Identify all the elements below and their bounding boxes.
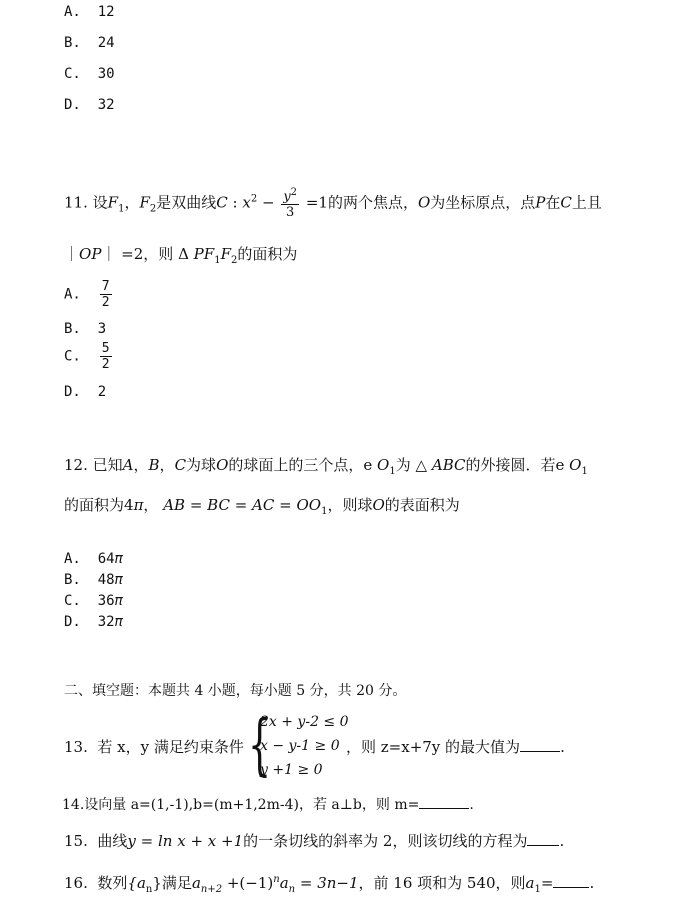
math-var: PF — [193, 245, 215, 263]
stem-text: ｜ =2，则 — [101, 245, 174, 263]
math-var: OP — [79, 245, 102, 263]
stem-text: 满足 — [161, 874, 192, 892]
math-sup: 2 — [250, 193, 258, 205]
math-sub: 1 — [118, 203, 125, 215]
option-text: 64 — [97, 551, 115, 567]
math-var: B — [148, 456, 160, 474]
math-var: y — [283, 189, 291, 205]
stem-text: ，前 16 项和为 540，则 — [358, 874, 526, 892]
fraction-numerator: 5 — [101, 341, 110, 356]
q13-stem-suffix — [346, 736, 565, 757]
option-text: 24 — [97, 35, 115, 51]
math-sup: 2 — [290, 187, 298, 198]
math-var: O — [216, 456, 229, 474]
math-sub: 1 — [581, 466, 588, 477]
fraction — [281, 188, 299, 219]
q11-stem-line1 — [64, 188, 602, 219]
triangle-symbol: △ — [415, 456, 428, 474]
math-op: : — [227, 193, 243, 212]
math-var: C — [560, 193, 572, 212]
stem-text: 14.设向量 a=(1,-1),b=(m+1,2m-4)，若 a⊥b，则 m= — [62, 797, 420, 813]
math-sub: 1 — [321, 506, 328, 517]
math-op: − — [257, 193, 280, 212]
math-var: O — [417, 193, 431, 212]
stem-text: 的一条切线的斜率为 2，则该切线的方程为 — [243, 832, 528, 850]
math-op: } — [152, 874, 162, 892]
stem-text: 的外接圆．若e — [465, 456, 565, 474]
option-text: 36 — [97, 593, 115, 609]
question-number: 13. — [64, 738, 88, 756]
answer-blank[interactable] — [527, 844, 559, 846]
stem-text: 的面积为 — [64, 496, 125, 514]
math-var: ABC — [431, 456, 466, 474]
option-letter: B. — [64, 321, 81, 337]
stem-text: . — [589, 874, 595, 892]
left-brace: { — [248, 706, 272, 783]
question-number: 15. — [64, 832, 88, 850]
math-var: π — [114, 593, 124, 609]
math-var: π — [114, 551, 124, 567]
question-number: 12. — [64, 456, 88, 474]
math-expr: AB = BC = AC = OO — [163, 496, 322, 514]
stem-text: 为 — [395, 456, 411, 474]
question-number: 11. — [64, 193, 88, 212]
q10-option-d — [64, 97, 115, 113]
option-letter: D. — [64, 97, 81, 113]
q14-stem — [62, 794, 474, 814]
q10-option-b — [64, 35, 115, 51]
section-heading: 二、填空题：本题共 4 小题，每小题 5 分，共 20 分。 — [64, 683, 407, 699]
stem-text: 的面积为 — [237, 245, 298, 263]
stem-text: ，则 z=x+7y 的最大值为 — [346, 738, 521, 756]
math-var: a — [279, 874, 289, 892]
stem-text: ｜ — [64, 245, 80, 263]
answer-blank[interactable] — [419, 807, 469, 809]
math-var: A — [122, 456, 134, 474]
q11-option-a — [64, 280, 114, 309]
stem-text: 是双曲线 — [156, 193, 217, 212]
stem-text: 已知 — [92, 456, 123, 474]
stem-text: . — [559, 832, 565, 850]
q13-stem-prefix — [64, 736, 244, 757]
math-var: C — [216, 193, 228, 212]
stem-text: ，则球 — [327, 496, 373, 514]
math-sub: 1 — [389, 466, 396, 477]
stem-text: 设 — [92, 193, 108, 212]
answer-blank[interactable] — [553, 886, 589, 888]
math-var: a — [191, 874, 201, 892]
option-letter: B. — [64, 572, 81, 588]
fraction — [100, 280, 112, 309]
stem-text: . — [560, 738, 565, 756]
fraction-denominator: 3 — [286, 205, 295, 221]
math-sup: n — [273, 874, 280, 885]
q12-option-c — [64, 593, 123, 609]
option-letter: B. — [64, 35, 81, 51]
option-letter: A. — [64, 4, 81, 20]
fraction-denominator: 2 — [101, 295, 110, 310]
stem-text: 数列 — [97, 874, 128, 892]
stem-text: 曲线 — [97, 832, 128, 850]
q11-option-b — [64, 321, 106, 337]
math-op: +(−1) — [222, 874, 274, 892]
stem-text: 的两个焦点， — [327, 193, 418, 212]
constraint-1: 2x + y-2 ≤ 0 — [260, 714, 349, 730]
option-letter: D. — [64, 384, 81, 400]
q10-option-a — [64, 4, 115, 20]
option-letter: C. — [64, 348, 81, 365]
stem-text: 为坐标原点，点 — [430, 193, 536, 212]
math-sub: 1 — [214, 255, 221, 266]
math-expr: y = ln x + x +1 — [127, 832, 244, 850]
math-var: O — [569, 456, 582, 474]
constraint-2: x − y-1 ≥ 0 — [260, 738, 340, 754]
math-expr: = 3n−1 — [295, 874, 359, 892]
fraction-numerator: 7 — [101, 279, 110, 294]
q12-stem-line1 — [64, 454, 588, 477]
stem-text: ， — [124, 193, 140, 212]
stem-text: 若 x，y 满足约束条件 — [97, 738, 244, 756]
stem-text: 的球面上的三个点，e — [228, 456, 373, 474]
option-letter: A. — [64, 551, 81, 567]
math-var: F — [220, 245, 231, 263]
option-text: 30 — [97, 66, 115, 82]
math-op: =1 — [301, 193, 328, 212]
math-var: O — [377, 456, 390, 474]
stem-text: . — [469, 797, 474, 813]
option-letter: D. — [64, 614, 81, 630]
stem-text: 上且 — [571, 193, 602, 212]
q12-option-a — [64, 551, 123, 567]
math-sub: 2 — [230, 255, 238, 266]
option-text: 32 — [97, 97, 115, 113]
stem-text: 为球 — [186, 456, 217, 474]
stem-text: 在 — [545, 193, 561, 212]
option-text: 2 — [97, 384, 107, 400]
q12-option-b — [64, 572, 123, 588]
q11-option-d — [64, 384, 106, 400]
math-var: F — [139, 193, 150, 212]
q12-option-d — [64, 614, 123, 630]
q12-stem-line2 — [64, 494, 460, 517]
math-var: P — [535, 193, 546, 212]
math-sub: n — [288, 884, 296, 895]
math-var: O — [372, 496, 385, 514]
stem-text: ， — [143, 496, 159, 514]
math-var: a — [525, 874, 535, 892]
math-var: F — [107, 193, 119, 212]
fraction-denominator: 2 — [101, 357, 110, 372]
option-text: 48 — [97, 572, 115, 588]
answer-blank[interactable] — [520, 750, 560, 752]
math-var: π — [114, 572, 124, 588]
math-var: π — [114, 614, 124, 630]
math-var: x — [242, 193, 251, 212]
fraction — [100, 342, 112, 371]
math-sub: 1 — [534, 884, 541, 895]
q13-constraint-system — [248, 706, 349, 783]
math-expr: {a — [127, 874, 146, 892]
math-var: C — [174, 456, 187, 474]
math-sub: n — [145, 884, 153, 895]
q10-option-c — [64, 66, 115, 82]
stem-text: 的表面积为 — [384, 496, 460, 514]
stem-text: = — [540, 874, 554, 892]
option-letter: C. — [64, 593, 81, 609]
option-letter: C. — [64, 66, 81, 82]
option-text: 12 — [97, 4, 115, 20]
stem-text: ， — [159, 456, 175, 474]
question-number: 16. — [64, 874, 88, 892]
math-sub: n+2 — [200, 884, 223, 895]
math-var: π — [133, 496, 144, 514]
math-sub: 2 — [149, 203, 157, 215]
math-num: 4 — [124, 496, 134, 514]
option-text: 32 — [97, 614, 115, 630]
option-text: 3 — [97, 321, 107, 337]
stem-text: ， — [133, 456, 149, 474]
option-letter: A. — [64, 286, 81, 303]
constraint-3: y +1 ≥ 0 — [260, 762, 323, 778]
q11-stem-line2 — [64, 243, 297, 266]
q15-stem — [64, 830, 564, 851]
q11-option-c — [64, 342, 114, 371]
math-op: Δ — [173, 245, 194, 263]
q16-stem — [64, 872, 594, 895]
